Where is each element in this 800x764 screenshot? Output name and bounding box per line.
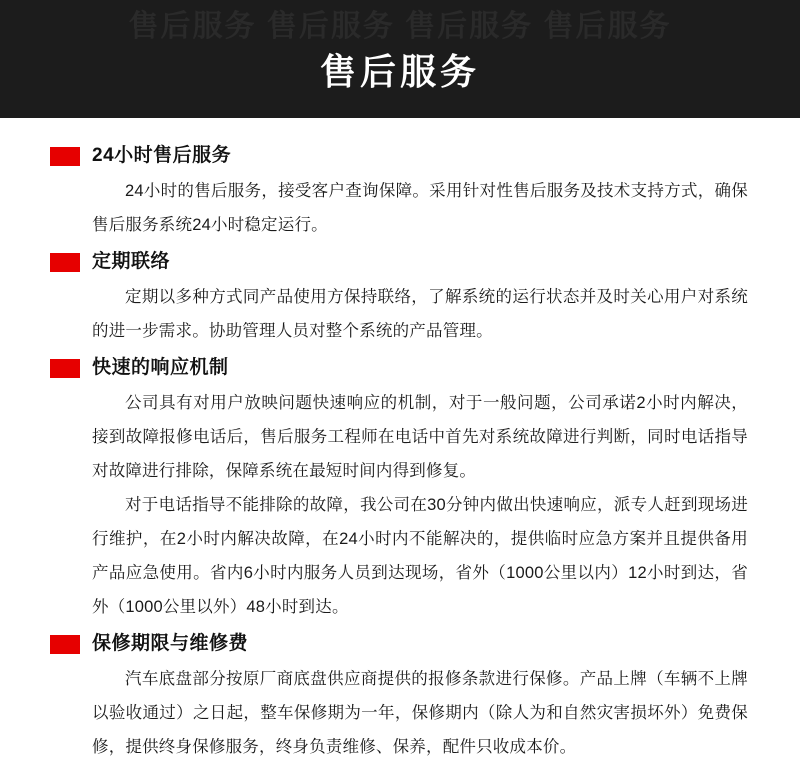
section-heading	[50, 250, 766, 274]
section-title: 快速的响应机制	[92, 357, 229, 378]
section-title: 24小时售后服务	[92, 145, 232, 166]
section-paragraph: 定期以多种方式同产品使用方保持联络，了解系统的运行状态并及时关心用户对系统的进一步需求。协助管理人员对整个系统的产品管理。	[92, 288, 748, 340]
red-square-bullet-icon	[50, 253, 80, 272]
section-heading	[50, 356, 766, 380]
section-paragraph: 24小时的售后服务，接受客户查询保障。采用针对性售后服务及技术支持方式，确保售后服务系统24小时稳定运行。	[92, 182, 748, 234]
red-square-bullet-icon	[50, 359, 80, 378]
section-24h-service	[34, 144, 766, 242]
red-square-bullet-icon	[50, 635, 80, 654]
red-square-bullet-icon	[50, 147, 80, 166]
section-paragraph: 公司具有对用户放映问题快速响应的机制，对于一般问题，公司承诺2小时内解决，接到故障报修电话后，售后服务工程师在电话中首先对系统故障进行判断，同时电话指导对故障进行排除，保障系统在最短时间内得到修复。	[92, 394, 748, 480]
page-banner	[0, 0, 800, 118]
section-title: 保修期限与维修费	[92, 633, 249, 654]
section-heading	[50, 144, 766, 168]
section-regular-contact	[34, 250, 766, 348]
section-title: 定期联络	[92, 251, 171, 272]
section-paragraph: 汽车底盘部分按原厂商底盘供应商提供的报修条款进行保修。产品上牌（车辆不上牌以验收通过）之日起，整车保修期为一年，保修期内（除人为和自然灾害损坏外）免费保修，提供终身保修服务，终身负责维修、保养，配件只收成本价。	[92, 670, 748, 756]
page-title: 售后服务	[319, 51, 480, 92]
section-warranty-period	[34, 632, 766, 764]
section-heading	[50, 632, 766, 656]
section-paragraph: 对于电话指导不能排除的故障，我公司在30分钟内做出快速响应，派专人赶到现场进行维护，在2小时内解决故障，在24小时内不能解决的，提供临时应急方案并且提供备用产品应急使用。省内6小时内服务人员到达现场，省外（1000公里以内）12小时到达，省外（1000公里以外）48小时到达。	[92, 496, 748, 616]
section-rapid-response	[34, 356, 766, 624]
banner-watermark-text: 售后服务 售后服务 售后服务 售后服务	[128, 10, 672, 43]
content-body	[0, 118, 800, 764]
